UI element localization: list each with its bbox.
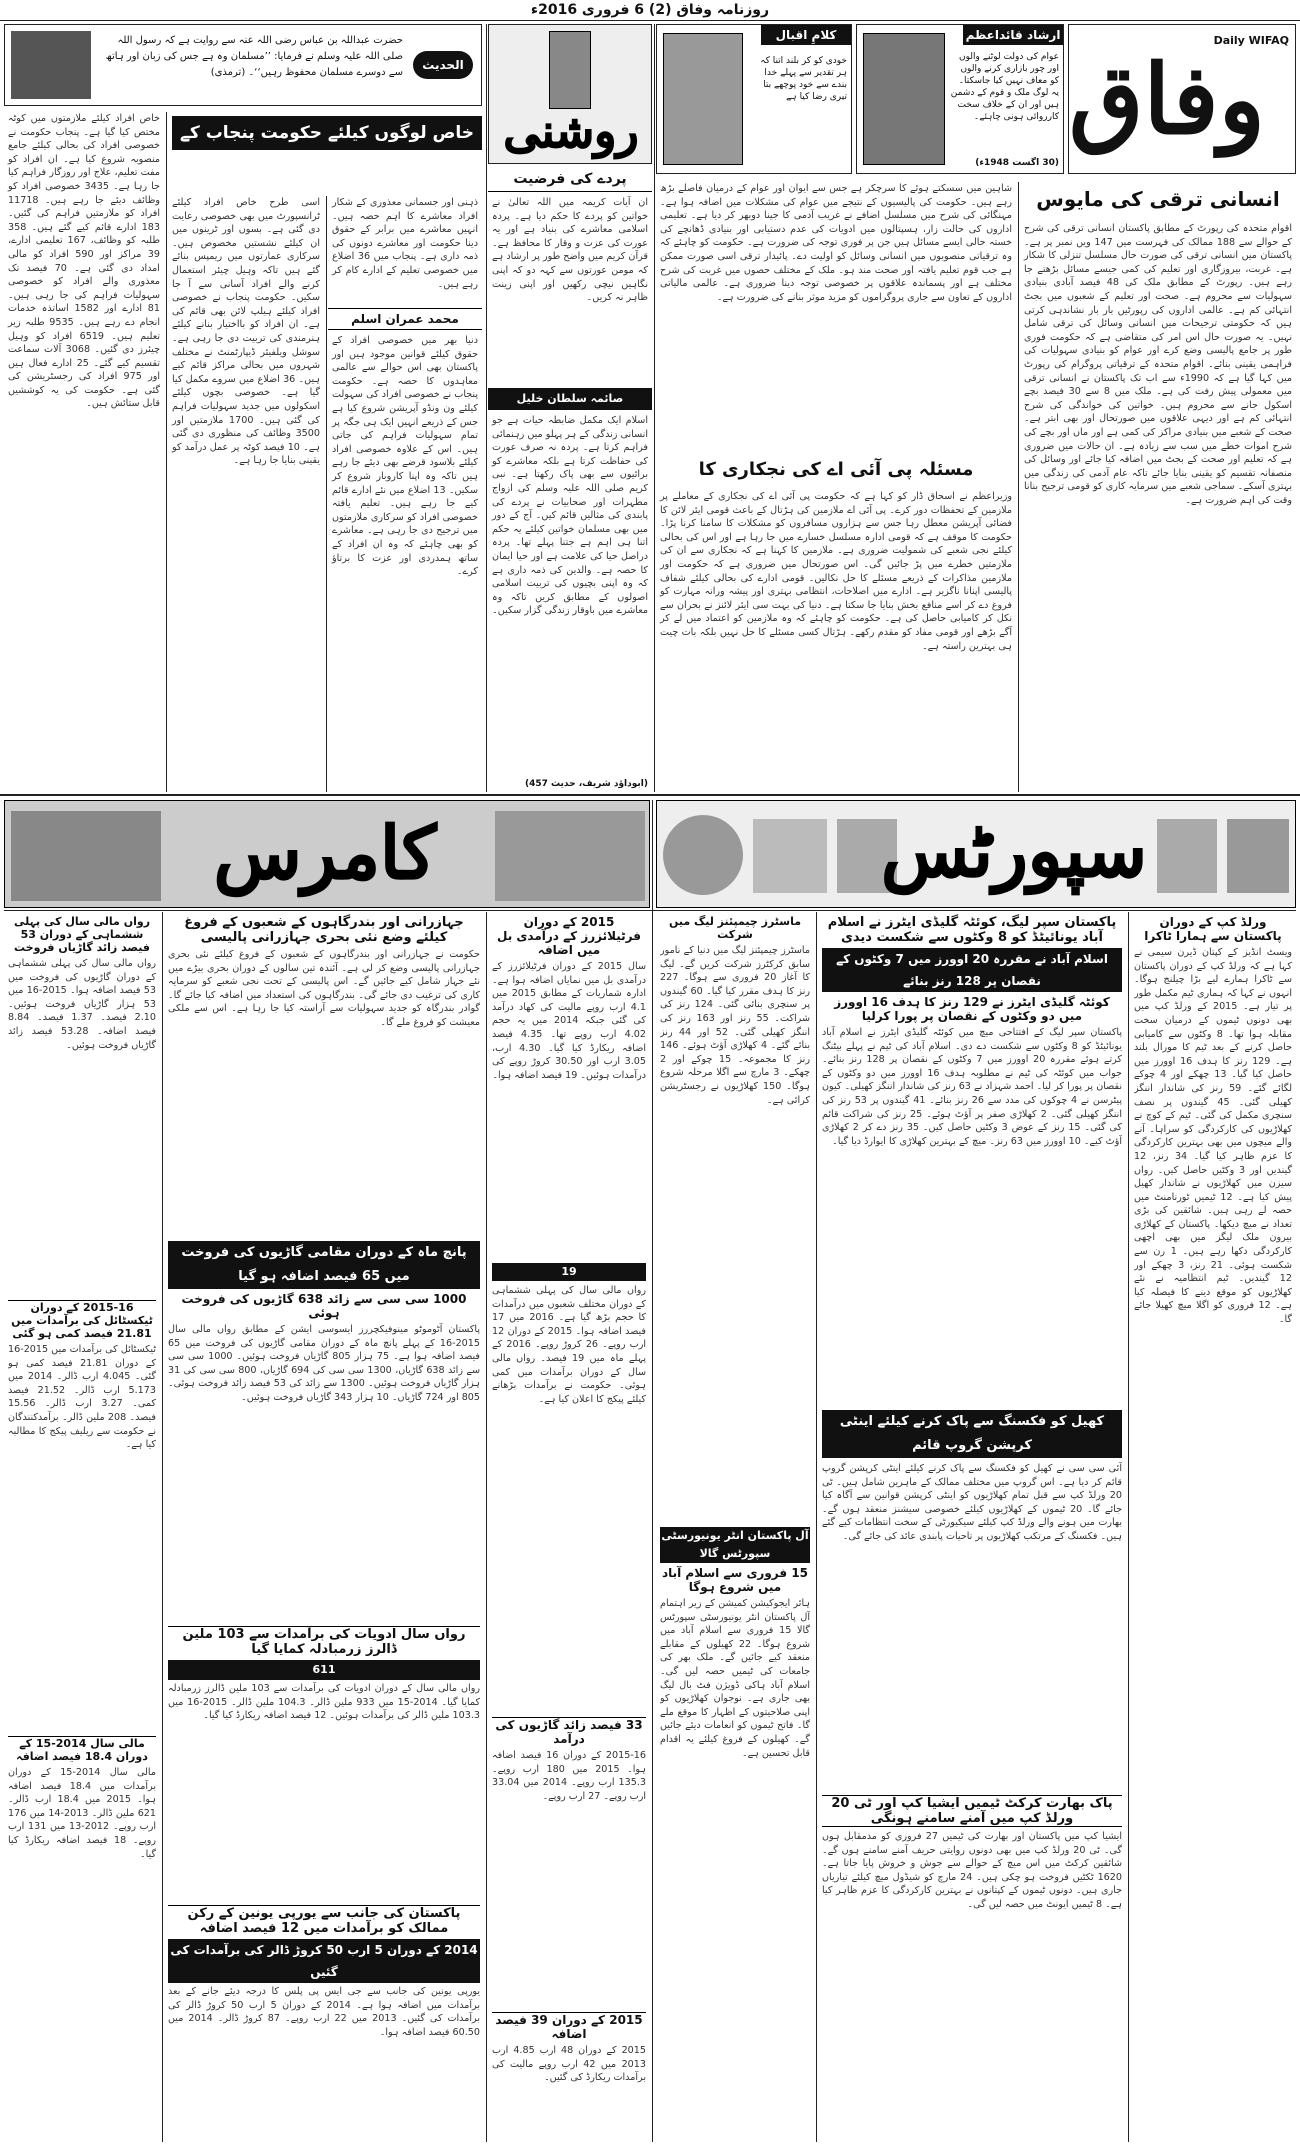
- commerce-headline-8: رواں مالی سال کی پہلی ششماہی کے دوران 53 فیصد زائد گاڑیاں فروخت: [13, 915, 151, 954]
- commerce-headline-9: 2015-16 کے دوران ٹیکسٹائل کی برآمدات میں 21.81 فیصد کمی ہو گئی: [8, 1300, 156, 1340]
- special-headline: خاص لوگوں کیلئے حکومت پنجاب کے خاص اقدامات: [172, 116, 482, 150]
- roshni-body: اسلام ایک مکمل ضابطہ حیات ہے جو انسانی زندگی کے ہر پہلو میں رہنمائی فراہم کرتا ہے۔ پردہ نہ صرف عورت کی حفاظت کرتا ہے بلکہ معاشرے کو برائیوں سے بھی پاک رکھتا ہے۔ نبی کریم صلی اللہ علیہ وسلم کی ازواج مطہرات اور صحابیات نے پردے کی پابندی کی مثالیں قائم کیں۔ آج کے دور میں بھی مسلمان خواتین کیلئے یہ حکم اتنا ہی اہم ہے جتنا پہلے تھا۔ پردہ دراصل حیا کی علامت ہے اور حیا ایمان کا حصہ ہے۔ والدین کی ذمہ داری ہے کہ وہ اپنی بچیوں کی تربیت اسلامی اصولوں کے مطابق کریں تاکہ وہ معاشرے میں باوقار زندگی گزار سکیں۔: [492, 415, 648, 617]
- editorial-headline-box: [1020, 182, 1296, 218]
- commerce-headline-4: رواں سال ادویات کی برآمدات سے 103 ملین ڈالرز زرمبادلہ کمایا گیا: [168, 1626, 480, 1657]
- roshni-author: صائمہ سلطان خلیل: [516, 392, 624, 405]
- roshni-title: روشنی: [503, 104, 639, 158]
- commerce-headline-10: 33 فیصد زائد گاڑیوں کی درآمد: [492, 1717, 646, 1746]
- dateline: روزنامہ وفاق (2) 6 فروری 2016ء: [0, 0, 1300, 21]
- editorial-column-2: شاہین میں سسکتے ہوئے کا سرچکر ہے جس سے ایوان اور عوام کے درمیان فاصلے بڑھ رہے ہیں۔ حکومت کی پالیسیوں کے نتیجے میں عوام کی مشکلات میں اضافہ ہوا ہے۔ مہنگائی کی شرح میں مسلسل اضافے نے غریب آدمی کا جینا دوبھر کر دیا ہے۔ تعلیمی اداروں کی حالت زار، ہسپتالوں میں ادویات کی عدم دستیابی اور بنیادی ڈھانچے کی خستہ حالی ایسے مسائل ہیں جن پر فوری توجہ کی ضرورت ہے۔ حکومت کو چاہئے کہ وہ ترقیاتی منصوبوں میں انسانی وسائل کو اولیت دے۔ پائیدار ترقی اسی صورت ممکن ہے جب قوم تعلیم یافتہ اور صحت مند ہو۔ ملک کے مختلف حصوں میں غربت کی شرح مختلف ہے اور پسماندہ علاقوں پر خصوصی توجہ دینا ضروری ہے۔ عالمی مالیاتی اداروں کے تعاون سے جاری پروگراموں کو مزید موثر بنانے کی ضرورت ہے۔: [660, 183, 1012, 303]
- hadith-label: الحدیث: [413, 51, 473, 79]
- roshni-heading: پردے کی فرضیت: [513, 171, 627, 187]
- commerce-headline-2: پانچ ماہ کے دوران مقامی گاڑیوں کی فروخت میں 65 فیصد اضافہ ہو گیا: [168, 1241, 480, 1289]
- commerce-headline-7: 2015 کے دوران فرٹیلائزرز کے درآمدی بل میں اضافہ: [497, 915, 641, 957]
- commerce-headline-11: 2015 کے دوران 39 فیصد اضافہ: [492, 2012, 646, 2041]
- commerce-headline-1: جہازرانی اور بندرگاہوں کے شعبوں کے فروغ کیلئے وضع نئی بحری جہازرانی پالیسی: [184, 915, 464, 945]
- sports-banner-title: سپورٹس: [881, 808, 1147, 893]
- sports-banner: [656, 800, 1296, 908]
- commerce-banner: [4, 800, 650, 908]
- kalam-box: [656, 24, 852, 174]
- snooker-icon: [753, 819, 827, 893]
- oil-rig-image: [495, 811, 645, 901]
- sports-headline-5: پاک بھارت کرکٹ ٹیمیں ایشیا کپ اور ٹی 20 ورلڈ کپ میں آمنے سامنے ہونگی: [822, 1795, 1122, 1827]
- lighthouse-icon: [549, 31, 591, 109]
- masthead-english: Daily WIFAQ: [1213, 34, 1289, 47]
- commerce-figure-611: 611: [168, 1660, 480, 1680]
- roshni-ref: (ابوداؤد شریف، حدیث 457): [524, 779, 648, 789]
- special-column-2: اسی طرح خاص افراد کیلئے ٹرانسپورٹ میں بھی خصوصی رعایت دی گئی ہے۔ بسوں اور ٹرینوں میں ان کیلئے نشستیں مخصوص ہیں۔ سرکاری عمارتوں میں ریمپس بنائے گئے ہیں تاکہ وہیل چیئر استعمال کرنے والے افراد آسانی سے آ جا سکیں۔ حکومت پنجاب نے خصوصی افراد کیلئے ہیلپ لائن بھی قائم کی ہے۔ ان افراد کو بااختیار بنانے کیلئے ہنرمندی کی تربیت دی جا رہی ہے۔ سوشل ویلفیئر ڈیپارٹمنٹ نے مختلف شہروں میں بحالی مراکز قائم کیے ہیں۔ 36 اضلاع میں سروے مکمل کیا گیا ہے۔ خصوصی بچوں کیلئے اسکولوں میں جدید سہولیات فراہم کی گئی ہیں۔ 1700 ملازمتیں اور 3500 وظائف کی منظوری دی گئی ہے۔ 10 فیصد کوٹہ پر عمل درآمد کو یقینی بنایا جا رہا ہے۔: [172, 197, 320, 467]
- sports-column-2: پاکستان سپر لیگ، کوئٹہ گلیڈی ایٹرز نے اسلام آباد یونائیٹڈ کو 8 وکٹوں سے شکست دیدی اسلام آباد نے مقررہ 20 اوورز میں 7 وکٹوں کے نقصان پر 128 رنز بنائے کوئٹہ گلیڈی ایٹرز نے 129 رنز کا ہدف 16 اوورز میں دو وکٹوں کے نقصان پر پورا کرلیا پاکستان سپر لیگ کے افتتاحی میچ میں کوئٹہ گلیڈی ایٹرز نے اسلام آباد یونائیٹڈ کو 8 وکٹوں سے شکست دے دی۔ اسلام آباد کی ٹیم نے پہلے بیٹنگ کرتے ہوئے مقررہ 20 اوورز میں 7 وکٹوں کے نقصان پر 128 رنز بنائے۔ جواب میں کوئٹہ کی ٹیم نے مطلوبہ ہدف 16 اوورز میں دو وکٹوں کے نقصان پر پورا کر لیا۔ احمد شہزاد نے 63 رنز کی شاندار اننگز کھیلی۔ کیون پیٹرسن نے 4 چوکوں کی مدد سے 26 رنز بنائے۔ 41 گیندوں پر 53 رنز کی اننگز کھیلی گئی۔ 2 کھلاڑی صفر پر آؤٹ ہوئے۔ 25 رنز کی شراکت قائم کی گئی۔ 15 رنز کے عوض 3 وکٹیں حاصل کیں۔ 35 رنز دے کر 2 کھلاڑی آؤٹ کیے۔ 10 اوورز میں 63 رنز۔ میچ کے بہترین کھلاڑی کا ایوارڈ دیا گیا۔ کھیل کو فکسنگ سے پاک کرنے کیلئے اینٹی کرپشن گروپ قائم آئی سی سی نے کھیل کو فکسنگ سے پاک کرنے کیلئے اینٹی کرپشن گروپ قائم کر دیا ہے۔ اس گروپ میں مختلف ممالک کے ماہرین شامل ہیں۔ ٹی 20 ورلڈ کپ سے قبل تمام کھلاڑیوں کو اینٹی کرپشن قوانین سے آگاہ کیا جائے گا۔ 20 ٹیموں کے کھلاڑیوں کیلئے خصوصی سیشنز منعقد ہوں گے۔ بھارت میں ہونے والے ورلڈ کپ کیلئے سیکیورٹی کے سخت انتظامات کیے گئے ہیں۔ فکسنگ کے مرتکب کھلاڑیوں پر تاحیات پابندی عائد کی جائے گی۔ پاک بھارت کرکٹ ٹیمیں ایشیا کپ اور ٹی 20 ورلڈ کپ میں آمنے سامنے ہونگی ایشیا کپ میں پاکستان اور بھارت کی ٹیمیں 27 فروری کو مدمقابل ہوں گی۔ ٹی 20 ورلڈ کپ میں بھی دونوں روایتی حریف آمنے سامنے ہوں گے۔ شائقین کرکٹ میں اس میچ کے حوالے سے جوش و خروش پایا جاتا ہے۔ 1620 ٹکٹیں فروخت ہو چکی ہیں۔ 24 مارچ کو شیڈول میچ کیلئے تیاریاں جاری ہیں۔ دونوں ٹیموں کے کپتانوں نے بہترین کارکردگی کا عزم ظاہر کیا ہے۔ 8 ٹیمیں ایونٹ میں حصہ لیں گی۔: [822, 915, 1122, 1910]
- roshni-intro: ان آیات کریمہ میں اللہ تعالیٰ نے خواتین کو پردے کا حکم دیا ہے۔ پردہ اسلامی معاشرے کی بنیاد ہے اور یہ عورت کی عزت و وقار کا محافظ ہے۔ قرآن کریم میں واضح طور پر ارشاد ہے کہ مومن عورتوں سے کہہ دو کہ اپنی نگاہیں نیچی رکھیں اور اپنی زینت ظاہر نہ کریں۔: [492, 197, 648, 304]
- editorial-subheadline-box: [656, 456, 1016, 486]
- roshni-banner: [488, 24, 652, 164]
- sports-headline-2: اسلام آباد نے مقررہ 20 اوورز میں 7 وکٹوں کے نقصان پر 128 رنز بنائے: [822, 948, 1122, 992]
- sports-headline-7: ماسٹرز چیمپئنز لیگ میں شرکت: [668, 915, 802, 941]
- editorial-headline: انسانی ترقی کی مایوس: [1020, 182, 1296, 218]
- sports-headline-8: آل پاکستان انٹر یونیورسٹی سپورٹس گالا: [660, 1527, 810, 1563]
- irshad-title: ارشاد قائداعظم: [963, 25, 1063, 45]
- hadith-text: حضرت عبداللہ بن عباس رضی اللہ عنہ سے روایت ہے کہ رسول اللہ صلی اللہ علیہ وسلم نے فرمایا: ’’مسلمان وہ ہے جس کی زبان اور ہاتھ سے دوسرے مسلمان محفوظ رہیں‘‘۔ (ترمذی): [105, 35, 403, 78]
- commerce-headline-3: 1000 سی سی سے زائد 638 گاڑیوں کی فروخت ہوئی: [181, 1292, 467, 1320]
- editorial-subheadline: مسئلہ پی آئی اے کی نجکاری کا: [698, 459, 974, 480]
- sports-headline-9: 15 فروری سے اسلام آباد میں شروع ہوگا: [661, 1566, 809, 1594]
- irshad-date: (30 اگست 1948ء): [975, 158, 1059, 168]
- irshad-box: [856, 24, 1064, 174]
- kalam-title: کلامِ اقبال: [761, 25, 851, 45]
- sports-column-1: ورلڈ کپ کے دوران پاکستان سے ہمارا ٹاکرا ویسٹ انڈیز کے کپتان ڈیرن سیمی نے کہا ہے کہ ورلڈ کپ کے دوران پاکستان سے ٹاکرا ہمارے لیے بڑا چیلنج ہوگا۔ انہوں نے کہا کہ ہماری ٹیم مکمل طور پر تیار ہے۔ 2015 کے ورلڈ کپ میں بھی دونوں ٹیموں کے درمیان سخت مقابلہ ہوا تھا۔ 8 وکٹوں سے کامیابی حاصل کرنے کے بعد ٹیم کا مورال بلند ہے۔ 129 رنز کا ہدف 16 اوورز میں حاصل کیا گیا۔ 13 چھکے اور 4 چوکے لگائے گئے۔ 59 رنز کی شاندار اننگز کھیلی گئی۔ 45 گیندوں پر نصف سنچری مکمل کی گئی۔ ٹیم کے کوچ نے کھلاڑیوں کی کارکردگی کو سراہا۔ آنے والے میچوں میں بھی بہترین کارکردگی کا عزم ظاہر کیا گیا۔ 34 رنز، 12 گیندیں اور 3 وکٹیں حاصل کیں۔ رواں سیزن میں کھلاڑیوں نے شاندار کھیل پیش کیا ہے۔ 12 ٹیمیں ٹورنامنٹ میں حصہ لے رہی ہیں۔ شائقین کی بڑی تعداد نے میچ دیکھا۔ پاکستان کے کھلاڑی بیرون ملک لیگز میں بھی اچھی کارکردگی دکھا رہے ہیں۔ 1 رن سے شکست ہوئی۔ 21 رنز، 3 چھکے اور 12 گیندیں۔ ٹیم انتظامیہ نے نئے کھلاڑیوں کو موقع دینے کا فیصلہ کیا ہے۔ 12 فروری کو اگلا میچ کھیلا جائے گا۔: [1134, 915, 1292, 1326]
- roshni-heading-box: [488, 168, 652, 192]
- commerce-column-2: جہازرانی اور بندرگاہوں کے شعبوں کے فروغ کیلئے وضع نئی بحری جہازرانی پالیسی حکومت نے جہازرانی اور بندرگاہوں کے شعبوں کے فروغ کیلئے نئی بحری جہازرانی پالیسی وضع کر لی ہے۔ آئندہ تین سالوں کے دوران بحری بیڑے میں نئے جہاز شامل کیے جائیں گے۔ اس پالیسی کے تحت نجی شعبے کو سرمایہ کاری کی ترغیب دی جائے گی۔ بندرگاہوں کی استعداد میں اضافہ کیا جائے گا۔ گوادر بندرگاہ کو جدید سہولیات سے آراستہ کیا جا رہا ہے۔ اس سے ملکی معیشت کو فروغ ملے گا۔ پانچ ماہ کے دوران مقامی گاڑیوں کی فروخت میں 65 فیصد اضافہ ہو گیا 1000 سی سی سے زائد 638 گاڑیوں کی فروخت ہوئی پاکستان آٹوموٹو مینوفیکچررز ایسوسی ایشن کے مطابق رواں مالی سال 2015-16 کے پہلے پانچ ماہ کے دوران مقامی گاڑیوں کی فروخت میں 65 فیصد اضافہ ہوا ہے۔ 75 ہزار 805 گاڑیاں فروخت ہوئیں۔ 1000 سی سی سے زائد 638 گاڑیاں، 1300 سی سی کی 694 گاڑیاں، 800 سی سی کی 31 ہزار گاڑیاں فروخت ہوئیں۔ 1300 سے زائد کی 53 فیصد زائد فروخت ہوئی۔ 805 اور 724 گاڑیاں۔ 10 ہزار 343 گاڑیاں فروخت ہوئیں۔ رواں سال ادویات کی برآمدات سے 103 ملین ڈالرز زرمبادلہ کمایا گیا 611 رواں مالی سال کے دوران ادویات کی برآمدات سے 103 ملین ڈالرز زرمبادلہ کمایا گیا۔ 2014-15 میں 933 ملین ڈالر۔ 104.3 ملین ڈالر۔ 2015-16 میں 103.3 ملین ڈالر کی برآمدات ہوئیں۔ 12 فیصد اضافہ ریکارڈ کیا گیا۔ پاکستان کی جانب سے یورپی یونین کے رکن ممالک کو برآمدات میں 12 فیصد اضافہ 2014 کے دوران 5 ارب 50 کروڑ ڈالر کی برآمدات کی گئیں یورپی یونین کی جانب سے جی ایس پی پلس کا درجہ دیئے جانے کے بعد برآمدات میں اضافہ ہوا ہے۔ 2014 کے دوران 5 ارب 50 کروڑ ڈالر کی برآمدات کی گئیں۔ 2013 میں 22 ارب روپے۔ 87 کروڑ ڈالر۔ 2014 میں 60.50 فیصد اضافہ ہوا۔: [168, 915, 480, 2038]
- masthead-logo: وفاق: [1069, 43, 1265, 156]
- special-column-1b: دنیا بھر میں خصوصی افراد کے حقوق کیلئے قوانین موجود ہیں اور پاکستان بھی اس حوالے سے عالمی معاہدوں کا حصہ ہے۔ حکومت پنجاب نے خصوصی افراد کی سہولت کیلئے ون ونڈو آپریشن شروع کیا ہے جس کے ذریعے انہیں ایک ہی جگہ پر تمام سہولیات فراہم کی جاتی ہیں۔ اس کے علاوہ خصوصی افراد کیلئے بلاسود قرضے بھی دیئے جا رہے ہیں تاکہ وہ اپنا کاروبار شروع کر سکیں۔ 13 اضلاع میں نئے ادارے قائم کیے جا رہے ہیں۔ تعلیم یافتہ خصوصی افراد کو سرکاری ملازمتوں میں ترجیح دی جا رہی ہے۔ معاشرے کو بھی چاہئے کہ وہ ان افراد کے ساتھ ہمدردی اور عزت کا برتاؤ کرے۔: [332, 335, 478, 578]
- commerce-headline-5: پاکستان کی جانب سے یورپی یونین کے رکن ممالک کو برآمدات میں 12 فیصد اضافہ: [168, 1905, 480, 1936]
- runner-icon: [1227, 819, 1289, 893]
- masthead: [1068, 24, 1296, 174]
- special-column-1a: ذہنی اور جسمانی معذوری کے شکار افراد معاشرے کا اہم حصہ ہیں۔ انہیں معاشرے میں برابر کے حقوق دینا حکومت اور معاشرے دونوں کی ذمہ داری ہے۔ پنجاب میں 36 اضلاع میں خصوصی تعلیم کے ادارے کام کر رہے ہیں۔: [332, 197, 478, 290]
- sports-column-3: ماسٹرز چیمپئنز لیگ میں شرکت ماسٹرز چیمپئنز لیگ میں دنیا کے نامور سابق کرکٹرز شرکت کریں گے۔ لیگ کا آغاز 20 فروری سے ہوگا۔ 227 رنز کا ہدف مقرر کیا گیا۔ 60 گیندوں پر سنچری بنائی گئی۔ 124 رنز کی شراکت۔ 55 رنز اور 163 رنز کی اننگز کھیلی گئی۔ 52 اور 44 رنز بنائے گئے۔ 4 کھلاڑی آؤٹ ہوئے۔ 146 رنز کا مجموعہ۔ 15 چوکے اور 2 چھکے۔ 3 مارچ سے اگلا مرحلہ شروع ہوگا۔ 150 کھلاڑیوں نے رجسٹریشن کرائی ہے۔ آل پاکستان انٹر یونیورسٹی سپورٹس گالا 15 فروری سے اسلام آباد میں شروع ہوگا ہائر ایجوکیشن کمیشن کے زیر اہتمام آل پاکستان انٹر یونیورسٹی سپورٹس گالا 15 فروری سے اسلام آباد میں شروع ہوگا۔ 22 کھیلوں کے مقابلے منعقد کیے جائیں گے۔ ملک بھر کی جامعات کی ٹیمیں حصہ لیں گی۔ اسلام آباد ہاکی ڈویژن فٹ بال لیگ بھی جاری ہے۔ نوجوان کھلاڑیوں کو اپنی صلاحیتوں کے اظہار کا موقع ملے گا۔ فاتح ٹیموں کو انعامات دیئے جائیں گے۔ کھیلوں کے فروغ کیلئے یہ اقدام قابل تحسین ہے۔: [660, 915, 810, 1759]
- sports-headline-1: پاکستان سپر لیگ، کوئٹہ گلیڈی ایٹرز نے اسلام آباد یونائیٹڈ کو 8 وکٹوں سے شکست دیدی: [827, 915, 1117, 945]
- globe-image: [11, 811, 161, 901]
- mosque-image: [11, 31, 91, 99]
- ball-icon: [663, 815, 743, 895]
- editorial-column-3: وزیراعظم نے اسحاق ڈار کو کہا ہے کہ حکومت پی آئی اے کی نجکاری کے معاملے پر ملازمین کے تحفظات دور کرے۔ پی آئی اے ملازمین کی ہڑتال کے باعث قومی ایئر لائن کا فضائی آپریشن معطل رہا جس سے ہزاروں مسافروں کو مشکلات کا سامنا کرنا پڑا۔ حکومت کا موقف ہے کہ قومی ادارہ مسلسل خسارے میں جا رہا ہے اور اس کی بحالی کیلئے نجی شعبے کی شمولیت ضروری ہے۔ ملازمین کا کہنا ہے کہ نجکاری سے ان کی ملازمتیں خطرے میں پڑ جائیں گی۔ اس صورتحال میں ضروری ہے کہ حکومت اور ملازمین مذاکرات کے ذریعے مسئلے کا حل نکالیں۔ قومی ادارے کی بحالی کیلئے شفاف پالیسی اپنانا ناگزیر ہے۔ ادارے میں اصلاحات، انتظامی بہتری اور پیشہ ورانہ مہارت کو فروغ دے کر اسے منافع بخش بنایا جا سکتا ہے۔ دنیا کی بہت سی ایئر لائنز نے بحران سے نکل کر کامیابی حاصل کی ہے۔ حکومت کو چاہئے کہ وہ ملازمین کو اعتماد میں لے کر آگے بڑھے اور قومی مفاد کو مقدم رکھے۔ ہڑتال کسی مسئلے کا حل نہیں بلکہ بات چیت ہی بہترین راستہ ہے۔: [660, 491, 1012, 652]
- commerce-headline-6: 2014 کے دوران 5 ارب 50 کروڑ ڈالر کی برآمدات کی گئیں: [168, 1939, 480, 1983]
- irshad-text: عوام کی دولت لوٹنے والوں اور چور بازاری کرنے والوں کو معاف نہیں کیا جاسکتا۔ یہ لوگ ملک و قوم کے دشمن ہیں اور ان کے خلاف سخت کارروائی ہونی چاہئے۔: [950, 52, 1059, 122]
- quaid-portrait: [863, 33, 945, 165]
- sports-headline-6: ورلڈ کپ کے دوران پاکستان سے ہمارا ٹاکرا: [1144, 915, 1282, 943]
- special-author: محمد عمران اسلم: [351, 312, 459, 326]
- special-author-box: [328, 308, 482, 330]
- iqbal-portrait: [663, 33, 743, 165]
- commerce-figure-19: 19: [492, 1263, 646, 1281]
- badminton-icon: [1157, 819, 1217, 893]
- special-column-3: خاص افراد کیلئے ملازمتوں میں کوٹہ مختص کیا گیا ہے۔ پنجاب حکومت نے خصوصی افراد کی بحالی کیلئے جامع منصوبہ شروع کیا ہے۔ ان افراد کو مفت تعلیم، علاج اور روزگار فراہم کیا جا رہا ہے۔ 3435 خصوصی افراد کو وظائف دیئے جا رہے ہیں۔ 11718 افراد کو ملازمتیں فراہم کی گئیں۔ 183 ادارے قائم کیے گئے ہیں۔ 358 طلبہ کو وظائف، 167 تعلیمی ادارے، 39 مراکز اور 590 افراد کو مالی امداد دی گئی ہے۔ 70 فیصد تک معذوری والے افراد کو خصوصی سہولیات فراہم کی جا رہی ہیں۔ 81 ادارے اور 1582 اساتذہ خدمات انجام دے رہے ہیں۔ 9535 طلبہ زیر تعلیم ہیں۔ 6519 افراد کو وہیل چیئرز دی گئیں۔ 3068 آلات سماعت تقسیم کیے گئے۔ 25 ادارے فعال ہیں اور 975 افراد کی رجسٹریشن کی گئی ہے۔ حکومت کی یہ کوششیں قابل ستائش ہیں۔: [8, 113, 161, 410]
- commerce-column-1: 2015 کے دوران فرٹیلائزرز کے درآمدی بل میں اضافہ سال 2015 کے دوران فرٹیلائزرز کے درآمدی بل میں نمایاں اضافہ ہوا ہے۔ ادارہ شماریات کے مطابق 2015 میں 4.1 ارب روپے مالیت کی کھاد درآمد کی گئی جبکہ 2014 میں یہ حجم 4.02 ارب روپے تھا۔ 4.35 فیصد اضافہ ریکارڈ کیا گیا۔ 4.30 ارب، 3.05 ارب اور 30.50 کروڑ روپے کی درآمدات ہوئیں۔ 19 فیصد اضافہ ہوا۔ 19 رواں مالی سال کی پہلی ششماہی کے دوران مختلف شعبوں میں درآمدات کا حجم بڑھ گیا ہے۔ 2016 میں 17 فیصد اضافہ ہوا۔ 2015 کے دوران 12 ارب روپے۔ 26 کروڑ روپے۔ 2016 کے پہلے ماہ میں 19 فیصد۔ رواں مالی سال کے دوران برآمدات میں کمی ہوئی۔ حکومت نے برآمدات بڑھانے کیلئے پیکج کا اعلان کیا ہے۔ 33 فیصد زائد گاڑیوں کی درآمد 2015-16 کے دوران 16 فیصد اضافہ ہوا۔ 2015 میں 180 ارب روپے۔ 135.3 ارب روپے۔ 2014 میں 33.04 ارب روپے۔ 27 ارب روپے۔ 2015 کے دوران 39 فیصد اضافہ 2015 کے دوران 48 ارب 4.85 ارب 2013 میں 42 ارب روپے مالیت کی برآمدات ریکارڈ کی گئیں۔: [492, 915, 646, 2084]
- commerce-headline-12: مالی سال 2014-15 کے دوران 18.4 فیصد اضافہ: [8, 1736, 156, 1763]
- commerce-column-3: رواں مالی سال کی پہلی ششماہی کے دوران 53 فیصد زائد گاڑیاں فروخت رواں مالی سال کی پہلی ششماہی کے دوران گاڑیوں کی فروخت میں 53 فیصد اضافہ ہوا۔ 2015-16 میں 53 ہزار گاڑیاں فروخت ہوئیں۔ 2.10 فیصد۔ 1.37 فیصد۔ 8.84 فیصد اضافہ۔ 53.28 فیصد زائد گاڑیاں فروخت ہوئیں۔ 2015-16 کے دوران ٹیکسٹائل کی برآمدات میں 21.81 فیصد کمی ہو گئی ٹیکسٹائل کی برآمدات میں 2015-16 کے دوران 21.81 فیصد کمی ہو گئی۔ 4.045 ارب ڈالر۔ 2014 میں 5.173 ارب ڈالر۔ 21.52 فیصد کمی۔ 3.27 ارب ڈالر۔ 15.56 فیصد۔ 208 ملین ڈالر۔ برآمدکنندگان نے حکومت سے ریلیف پیکج کا مطالبہ کیا ہے۔ مالی سال 2014-15 کے دوران 18.4 فیصد اضافہ مالی سال 2014-15 کے دوران برآمدات میں 18.4 فیصد اضافہ ہوا۔ 2015 میں 18.4 ارب ڈالر۔ 621 ملین ڈالر۔ 2013-14 میں 176 ارب روپے۔ 2012-13 میں 131 ارب روپے۔ 18 فیصد اضافہ ریکارڈ کیا گیا۔: [8, 915, 156, 1860]
- editorial-column-1: اقوام متحدہ کی رپورٹ کے مطابق پاکستان انسانی ترقی کی شرح کے حوالے سے 188 ممالک کی فہرست میں 147 ویں نمبر پر ہے۔ پاکستان میں انسانی ترقی کی صورت حال مسلسل تنزلی کا شکار ہے۔ غربت، بیروزگاری اور تعلیم کی کمی جیسے مسائل بڑھتے جا رہے ہیں۔ رپورٹ کے مطابق ملک کی 48 فیصد آبادی بنیادی سہولیات سے محروم ہے۔ صحت اور تعلیم کے شعبوں میں بجٹ انتہائی کم ہے۔ عالمی اداروں کی رپورٹیں بار بار نشاندہی کرتی ہیں کہ حکومتی ترجیحات میں انسانی وسائل کی ترقی شامل نہیں۔ یہ صورت حال اس امر کی متقاضی ہے کہ حکومت فوری طور پر جامع پالیسی وضع کرے اور عوام کو بنیادی سہولیات کی فراہمی یقینی بنائے۔ اقوام متحدہ کے ترقیاتی پروگرام کی رپورٹ میں کہا گیا ہے کہ 1990ء سے اب تک پاکستان نے انسانی ترقی میں معمولی پیش رفت کی ہے۔ ملک میں 8 سے 30 فیصد بچے اسکول جانے سے محروم ہیں۔ خواتین کی خواندگی کی شرح انتہائی کم ہے اور دیہی علاقوں میں صورتحال اور بھی ابتر ہے۔ صحت کے شعبے میں بنیادی مراکز کی کمی ہے اور ماں اور بچے کی شرح اموات خطے میں سب سے زیادہ ہے۔ ان حالات میں ضروری ہے کہ تعلیم اور صحت کے بجٹ میں اضافہ کیا جائے اور وسائل کی منصفانہ تقسیم کو یقینی بنایا جائے تاکہ عام آدمی کی زندگی میں بہتری آسکے۔ سماجی شعبے میں سرمایہ کاری کو قومی ترجیح بنانا وقت کی اہم ضرورت ہے۔: [1024, 223, 1293, 506]
- hadith-box: [4, 24, 482, 106]
- sports-headline-4: کھیل کو فکسنگ سے پاک کرنے کیلئے اینٹی کرپشن گروپ قائم: [822, 1410, 1122, 1458]
- kalam-text: خودی کو کر بلند اتنا کہ ہر تقدیر سے پہلے خدا بندے سے خود پوچھے بتا تیری رضا کیا ہے: [760, 56, 847, 102]
- roshni-author-bar: [488, 388, 652, 410]
- sports-headline-3: کوئٹہ گلیڈی ایٹرز نے 129 رنز کا ہدف 16 اوورز میں دو وکٹوں کے نقصان پر پورا کرلیا: [834, 995, 1110, 1023]
- commerce-banner-title: کامرس: [213, 810, 437, 895]
